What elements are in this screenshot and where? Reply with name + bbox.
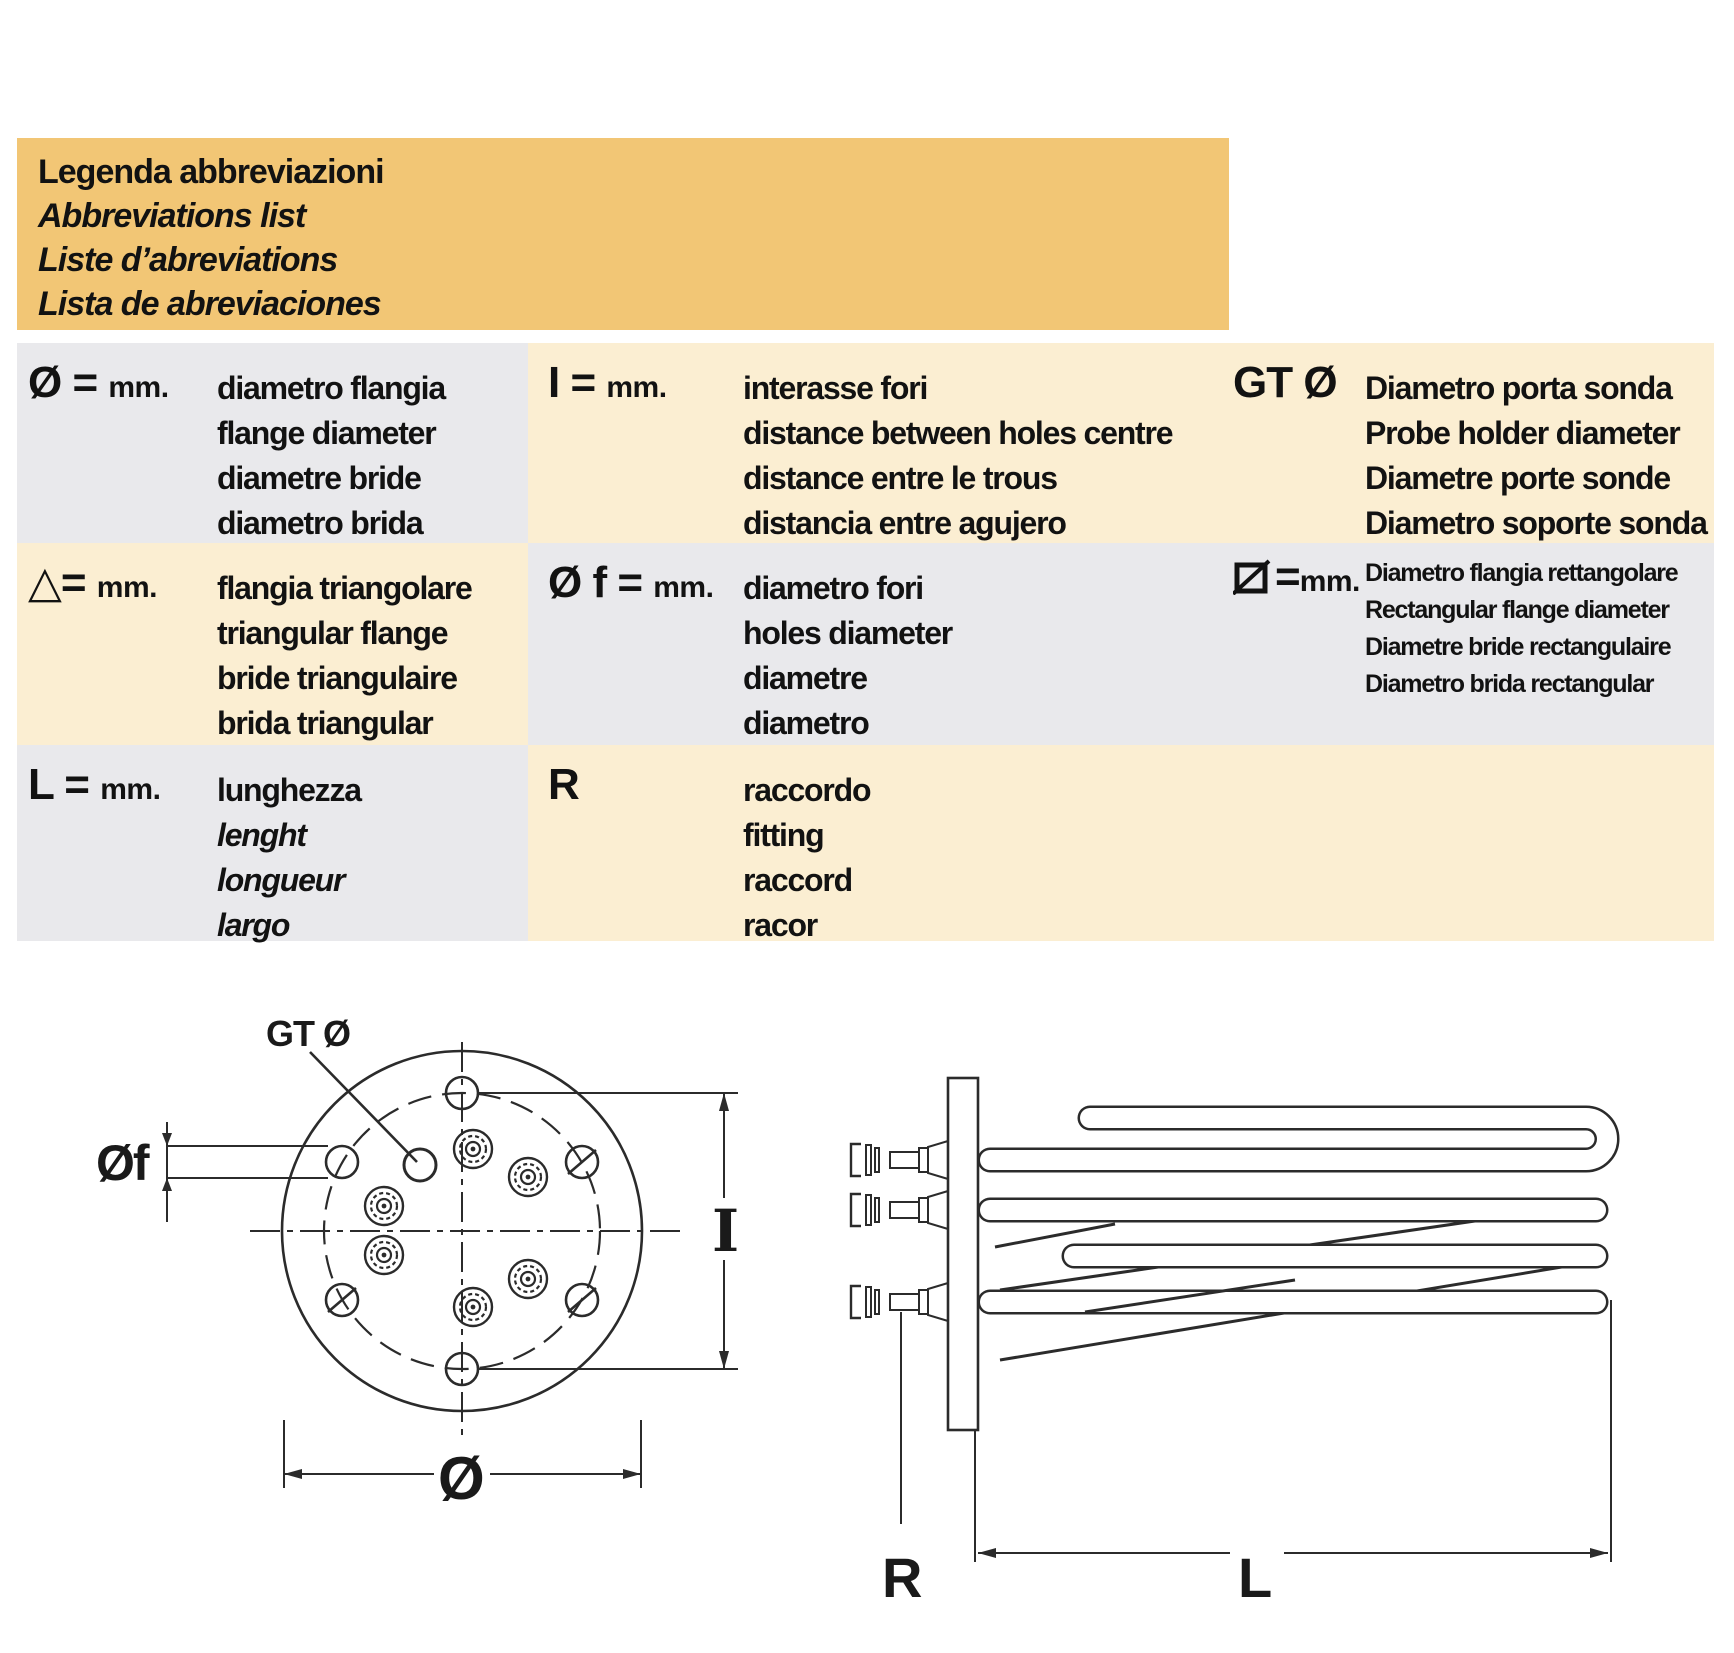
- fitting-label: R: [882, 1546, 921, 1609]
- page-title: Legenda abbreviazioni: [38, 153, 384, 191]
- flange-diameter-label: Ø: [438, 1445, 485, 1512]
- term-it: diametro fori: [743, 570, 923, 606]
- symbol-flange-diameter: [28, 357, 169, 414]
- term-es: largo: [217, 907, 290, 943]
- term-it: Diametro flangia rettangolare: [1365, 559, 1678, 587]
- term-es: brida triangular: [217, 705, 433, 741]
- washer-icon: [866, 1195, 871, 1225]
- symbol-text: △=: [28, 558, 97, 607]
- hole-diameter-label: Øf: [96, 1135, 148, 1191]
- triangular-flange-translations: [217, 566, 472, 746]
- hole-slotted-lower-left-icon: [326, 1284, 358, 1316]
- arrow-right-icon: [1590, 1548, 1608, 1558]
- page-title-french: Liste d’abreviations: [38, 241, 338, 279]
- term-en: flange diameter: [217, 415, 436, 451]
- terminal-pin-icon: [851, 1141, 948, 1179]
- symbol-text: Ø =: [28, 358, 109, 407]
- symbol-text: Ø f =: [548, 558, 654, 607]
- flange-plate-icon: [948, 1078, 978, 1430]
- term-fr: Diametre porte sonde: [1365, 460, 1670, 496]
- flange-front-view: [96, 1013, 745, 1512]
- term-es: Diametro brida rectangular: [1365, 670, 1654, 698]
- term-es: diametro brida: [217, 505, 423, 541]
- term-en: lenght: [217, 817, 306, 853]
- symbol-fitting: [548, 759, 579, 811]
- washer-icon: [866, 1287, 871, 1317]
- terminal-pin-icon: [851, 1283, 948, 1321]
- term-it: flangia triangolare: [217, 570, 472, 606]
- arrow-left-icon: [978, 1548, 996, 1558]
- washer-icon: [851, 1194, 861, 1226]
- arrow-down-icon: [162, 1133, 172, 1146]
- symbol-unit: mm.: [96, 571, 157, 604]
- term-it: Diametro porta sonda: [1365, 370, 1672, 406]
- legend-header-box: [17, 138, 1229, 330]
- symbol-rectangular-flange: [1233, 551, 1360, 608]
- element-terminals-icon: [365, 1130, 547, 1326]
- terminal-pins: [851, 1141, 948, 1321]
- term-it: raccordo: [743, 772, 871, 808]
- terminal-icon: [454, 1288, 492, 1326]
- term-en: Rectangular flange diameter: [1365, 596, 1669, 624]
- symbol-unit: mm.: [606, 371, 667, 404]
- washer-icon: [875, 1198, 879, 1222]
- term-fr: diametre bride: [217, 460, 421, 496]
- term-en: triangular flange: [217, 615, 448, 651]
- probe-holder-translations: [1365, 366, 1707, 546]
- probe-holder-label: GT Ø: [266, 1013, 350, 1054]
- term-es: distancia entre agujero: [743, 505, 1066, 541]
- length-label: L: [1238, 1546, 1273, 1609]
- arrow-right-icon: [623, 1469, 641, 1479]
- washer-icon: [851, 1286, 861, 1318]
- term-fr: bride triangulaire: [217, 660, 457, 696]
- term-fr: Diametre bride rectangulaire: [1365, 633, 1671, 661]
- holes-interaxis-translations: [743, 366, 1172, 546]
- length-dimension: [975, 1300, 1611, 1609]
- terminal-pin-icon: [851, 1191, 948, 1229]
- arrow-left-icon: [284, 1469, 302, 1479]
- abbreviations-table: [17, 343, 1714, 941]
- symbol-length: [28, 759, 160, 816]
- flange-diameter-translations: [217, 366, 445, 546]
- term-en: distance between holes centre: [743, 415, 1173, 451]
- symbol-holes-diameter: [548, 557, 713, 614]
- rectangular-flange-translations: [1365, 555, 1678, 703]
- interaxis-label: I: [712, 1197, 740, 1265]
- arrow-down-icon: [719, 1351, 729, 1369]
- terminal-icon: [509, 1158, 547, 1196]
- term-fr: diametre: [743, 660, 867, 696]
- terminal-icon: [365, 1236, 403, 1274]
- term-it: diametro flangia: [217, 370, 445, 406]
- term-es: racor: [743, 907, 818, 943]
- arrow-up-icon: [162, 1178, 172, 1191]
- term-it: lunghezza: [217, 772, 361, 808]
- washer-icon: [875, 1148, 879, 1172]
- term-es: diametro: [743, 705, 869, 741]
- symbol-text: R: [548, 760, 579, 809]
- term-fr: distance entre le trous: [743, 460, 1057, 496]
- term-es: Diametro soporte sonda: [1365, 505, 1707, 541]
- holes-diameter-translations: [743, 566, 952, 746]
- row3-main-cell-bg: [528, 745, 1714, 941]
- arrow-up-icon: [719, 1093, 729, 1111]
- symbol-unit: mm.: [653, 571, 714, 604]
- symbol-unit: mm.: [100, 773, 161, 806]
- symbol-text: L =: [28, 760, 101, 809]
- table-row: [17, 745, 1714, 941]
- terminal-icon: [509, 1260, 547, 1298]
- page-title-spanish: Lista de abreviaciones: [38, 285, 381, 323]
- term-it: interasse fori: [743, 370, 928, 406]
- symbol-text: I =: [548, 358, 607, 407]
- term-fr: longueur: [217, 862, 345, 898]
- length-translations: [217, 768, 361, 948]
- symbol-unit: mm.: [1299, 565, 1360, 598]
- terminal-icon: [454, 1130, 492, 1168]
- symbol-triangular-flange: [28, 557, 157, 614]
- term-en: fitting: [743, 817, 824, 853]
- term-fr: raccord: [743, 862, 852, 898]
- hole-slotted-lower-right-icon: [566, 1284, 598, 1316]
- symbol-holes-interaxis: [548, 357, 667, 414]
- square-diagonal-icon: [1233, 555, 1271, 607]
- symbol-text: GT Ø: [1233, 358, 1337, 407]
- symbol-probe-holder: [1233, 357, 1337, 409]
- technical-drawings: [0, 955, 1734, 1653]
- symbol-unit: mm.: [108, 371, 169, 404]
- table-row: [17, 543, 1714, 745]
- page-title-english: Abbreviations list: [38, 197, 306, 235]
- term-en: Probe holder diameter: [1365, 415, 1680, 451]
- element-side-view: [851, 1078, 1611, 1609]
- hole-slotted-upper-right-icon: [566, 1146, 598, 1178]
- fitting-translations: [743, 768, 870, 948]
- washer-icon: [851, 1144, 861, 1176]
- washer-icon: [866, 1145, 871, 1175]
- table-row: [17, 343, 1714, 543]
- terminal-icon: [365, 1187, 403, 1225]
- washer-icon: [875, 1290, 879, 1314]
- symbol-text: =: [1275, 552, 1300, 601]
- term-en: holes diameter: [743, 615, 953, 651]
